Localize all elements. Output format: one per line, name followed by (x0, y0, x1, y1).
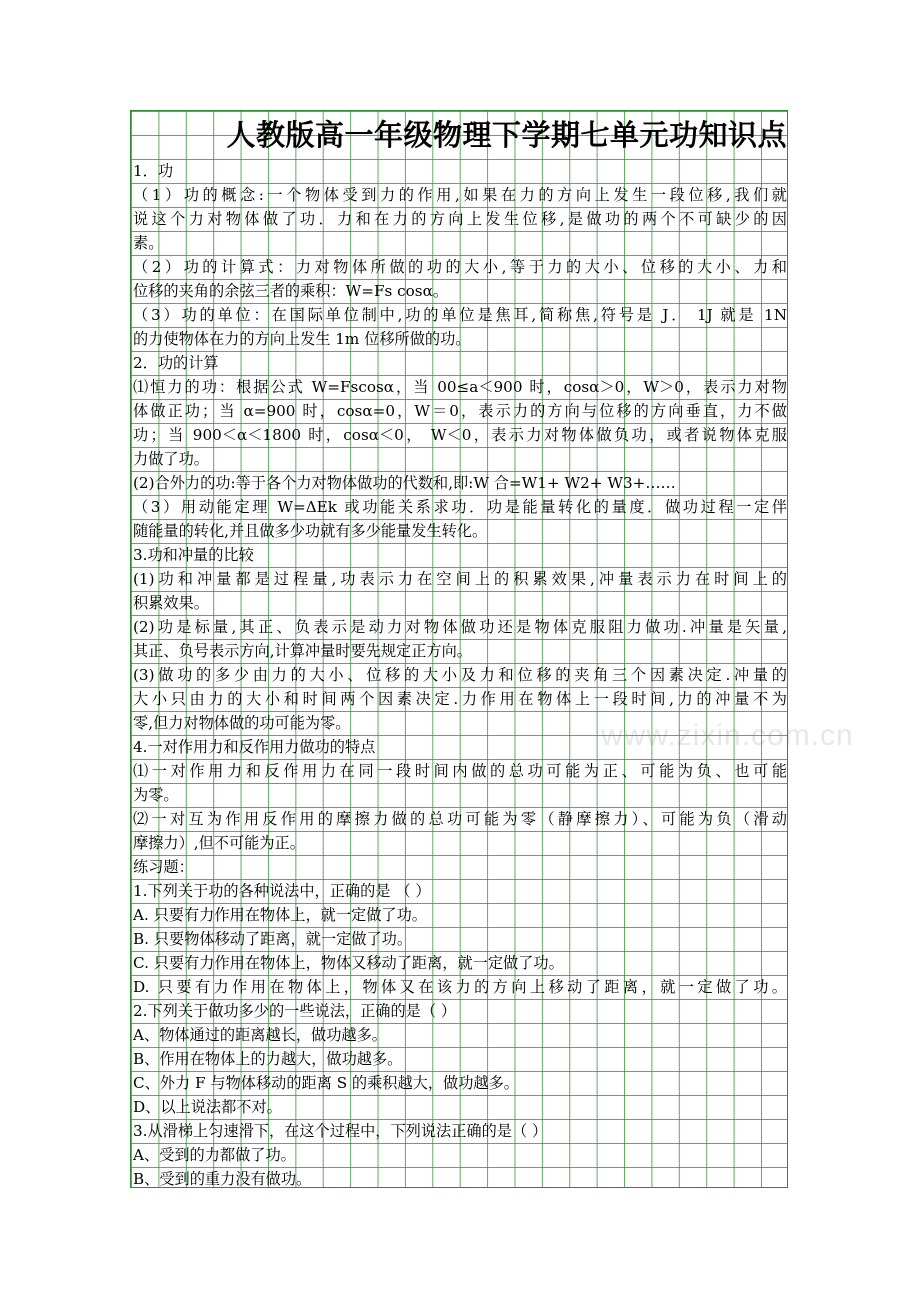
text-line: 功；当 900＜α＜1800 时，cosα＜0， W＜0，表示力对物体做负功，或者说物体克服 (133, 426, 787, 444)
text-line: B. 只要物体移动了距离，就一定做了功。 (133, 930, 413, 948)
text-line: A. 只要有力作用在物体上，就一定做了功。 (133, 906, 427, 924)
text-line: （3）用动能定理 W=ΔEk 或功能关系求功．功是能量转化的量度．做功过程一定伴 (133, 498, 787, 516)
text-line: (3)做功的多少由力的大小、位移的大小及力和位移的夹角三个因素决定.冲量的 (133, 666, 787, 684)
text-line: D、以上说法都不对。 (133, 1098, 282, 1116)
text-line: 1.下列关于功的各种说法中，正确的是 （ ） (133, 882, 431, 900)
text-line: (2)合外力的功:等于各个力对物体做功的代数和,即:W 合=W1+ W2+ W3+…… (133, 474, 676, 492)
text-line: 3.从滑梯上匀速滑下，在这个过程中，下列说法正确的是（ ） (133, 1122, 548, 1140)
text-line: 为零。 (133, 786, 179, 804)
text-line: D. 只要有力作用在物体上，物体又在该力的方向上移动了距离，就一定做了功。 (133, 978, 787, 996)
text-line: 体做正功；当 α=900 时，cosα=0，W＝0，表示力的方向与位移的方向垂直，力不做 (133, 402, 787, 420)
text-line: （2）功的计算式：力对物体所做的功的大小,等于力的大小、位移的大小、力和 (133, 258, 787, 276)
text-line: 2．功的计算 (133, 354, 219, 372)
text-line: 素。 (133, 234, 164, 252)
text-line: A、物体通过的距离越长，做功越多。 (133, 1026, 387, 1044)
text-line: 其正、负号表示方向,计算冲量时要先规定正方向。 (133, 642, 472, 660)
text-line: C、外力 F 与物体移动的距离 S 的乘积越大，做功越多。 (133, 1074, 519, 1092)
text-line: 力做了功。 (133, 450, 209, 468)
text-line: A、受到的力都做了功。 (133, 1146, 296, 1164)
text-line: 说这个力对物体做了功．力和在力的方向上发生位移,是做功的两个不可缺少的因 (133, 210, 787, 228)
document-body (131, 159, 789, 1191)
text-line: B、作用在物体上的力越大，做功越多。 (133, 1050, 403, 1068)
text-line: 1．功 (133, 162, 174, 180)
text-line: 的力使物体在力的方向上发生 1m 位移所做的功。 (133, 330, 471, 348)
text-line: ⑴恒力的功：根据公式 W=Fscosα，当 00≤a＜900 时，cosα＞0，W＞0，表示力对物 (133, 378, 787, 396)
text-line: ⑴一对作用力和反作用力在同一段时间内做的总功可能为正、可能为负、也可能 (133, 762, 787, 780)
text-line: 积累效果。 (133, 594, 209, 612)
text-line: (2)功是标量,其正、负表示是动力对物体做功还是物体克服阻力做功.冲量是矢量, (133, 618, 787, 636)
document-page (130, 110, 854, 1188)
text-line: （3）功的单位：在国际单位制中,功的单位是焦耳,简称焦,符号是 J． 1J 就是 1N (133, 306, 787, 324)
text-line: 2.下列关于做功多少的一些说法，正确的是（ ） (133, 1002, 457, 1020)
text-line: 3.功和冲量的比较 (133, 546, 254, 564)
text-line: 零,但力对物体做的功可能为零。 (133, 714, 351, 732)
document-title: 人教版高一年级物理下学期七单元功知识点 (226, 118, 787, 152)
text-line: (1)功和冲量都是过程量,功表示力在空间上的积累效果,冲量表示力在时间上的 (133, 570, 787, 588)
text-line: C. 只要有力作用在物体上，物体又移动了距离，就一定做了功。 (133, 954, 564, 972)
text-line: B、受到的重力没有做功。 (133, 1170, 312, 1188)
text-line: 练习题： (133, 858, 194, 876)
text-line: ⑵一对互为作用反作用的摩擦力做的总功可能为零（静摩擦力）、可能为负（滑动 (133, 810, 787, 828)
text-line: 4.一对作用力和反作用力做功的特点 (133, 738, 376, 756)
text-line: 大小只由力的大小和时间两个因素决定.力作用在物体上一段时间,力的冲量不为 (133, 690, 787, 708)
watermark: www.zixin.com.cn (601, 719, 854, 752)
text-line: 随能量的转化,并且做多少功就有多少能量发生转化。 (133, 522, 488, 540)
text-line: 摩擦力）,但不可能为正。 (133, 834, 305, 852)
text-line: 位移的夹角的余弦三者的乘积：W=Fs cosα。 (133, 282, 449, 300)
document-content (131, 111, 789, 1191)
text-line: （1）功的概念:一个物体受到力的作用,如果在力的方向上发生一段位移,我们就 (133, 186, 787, 204)
